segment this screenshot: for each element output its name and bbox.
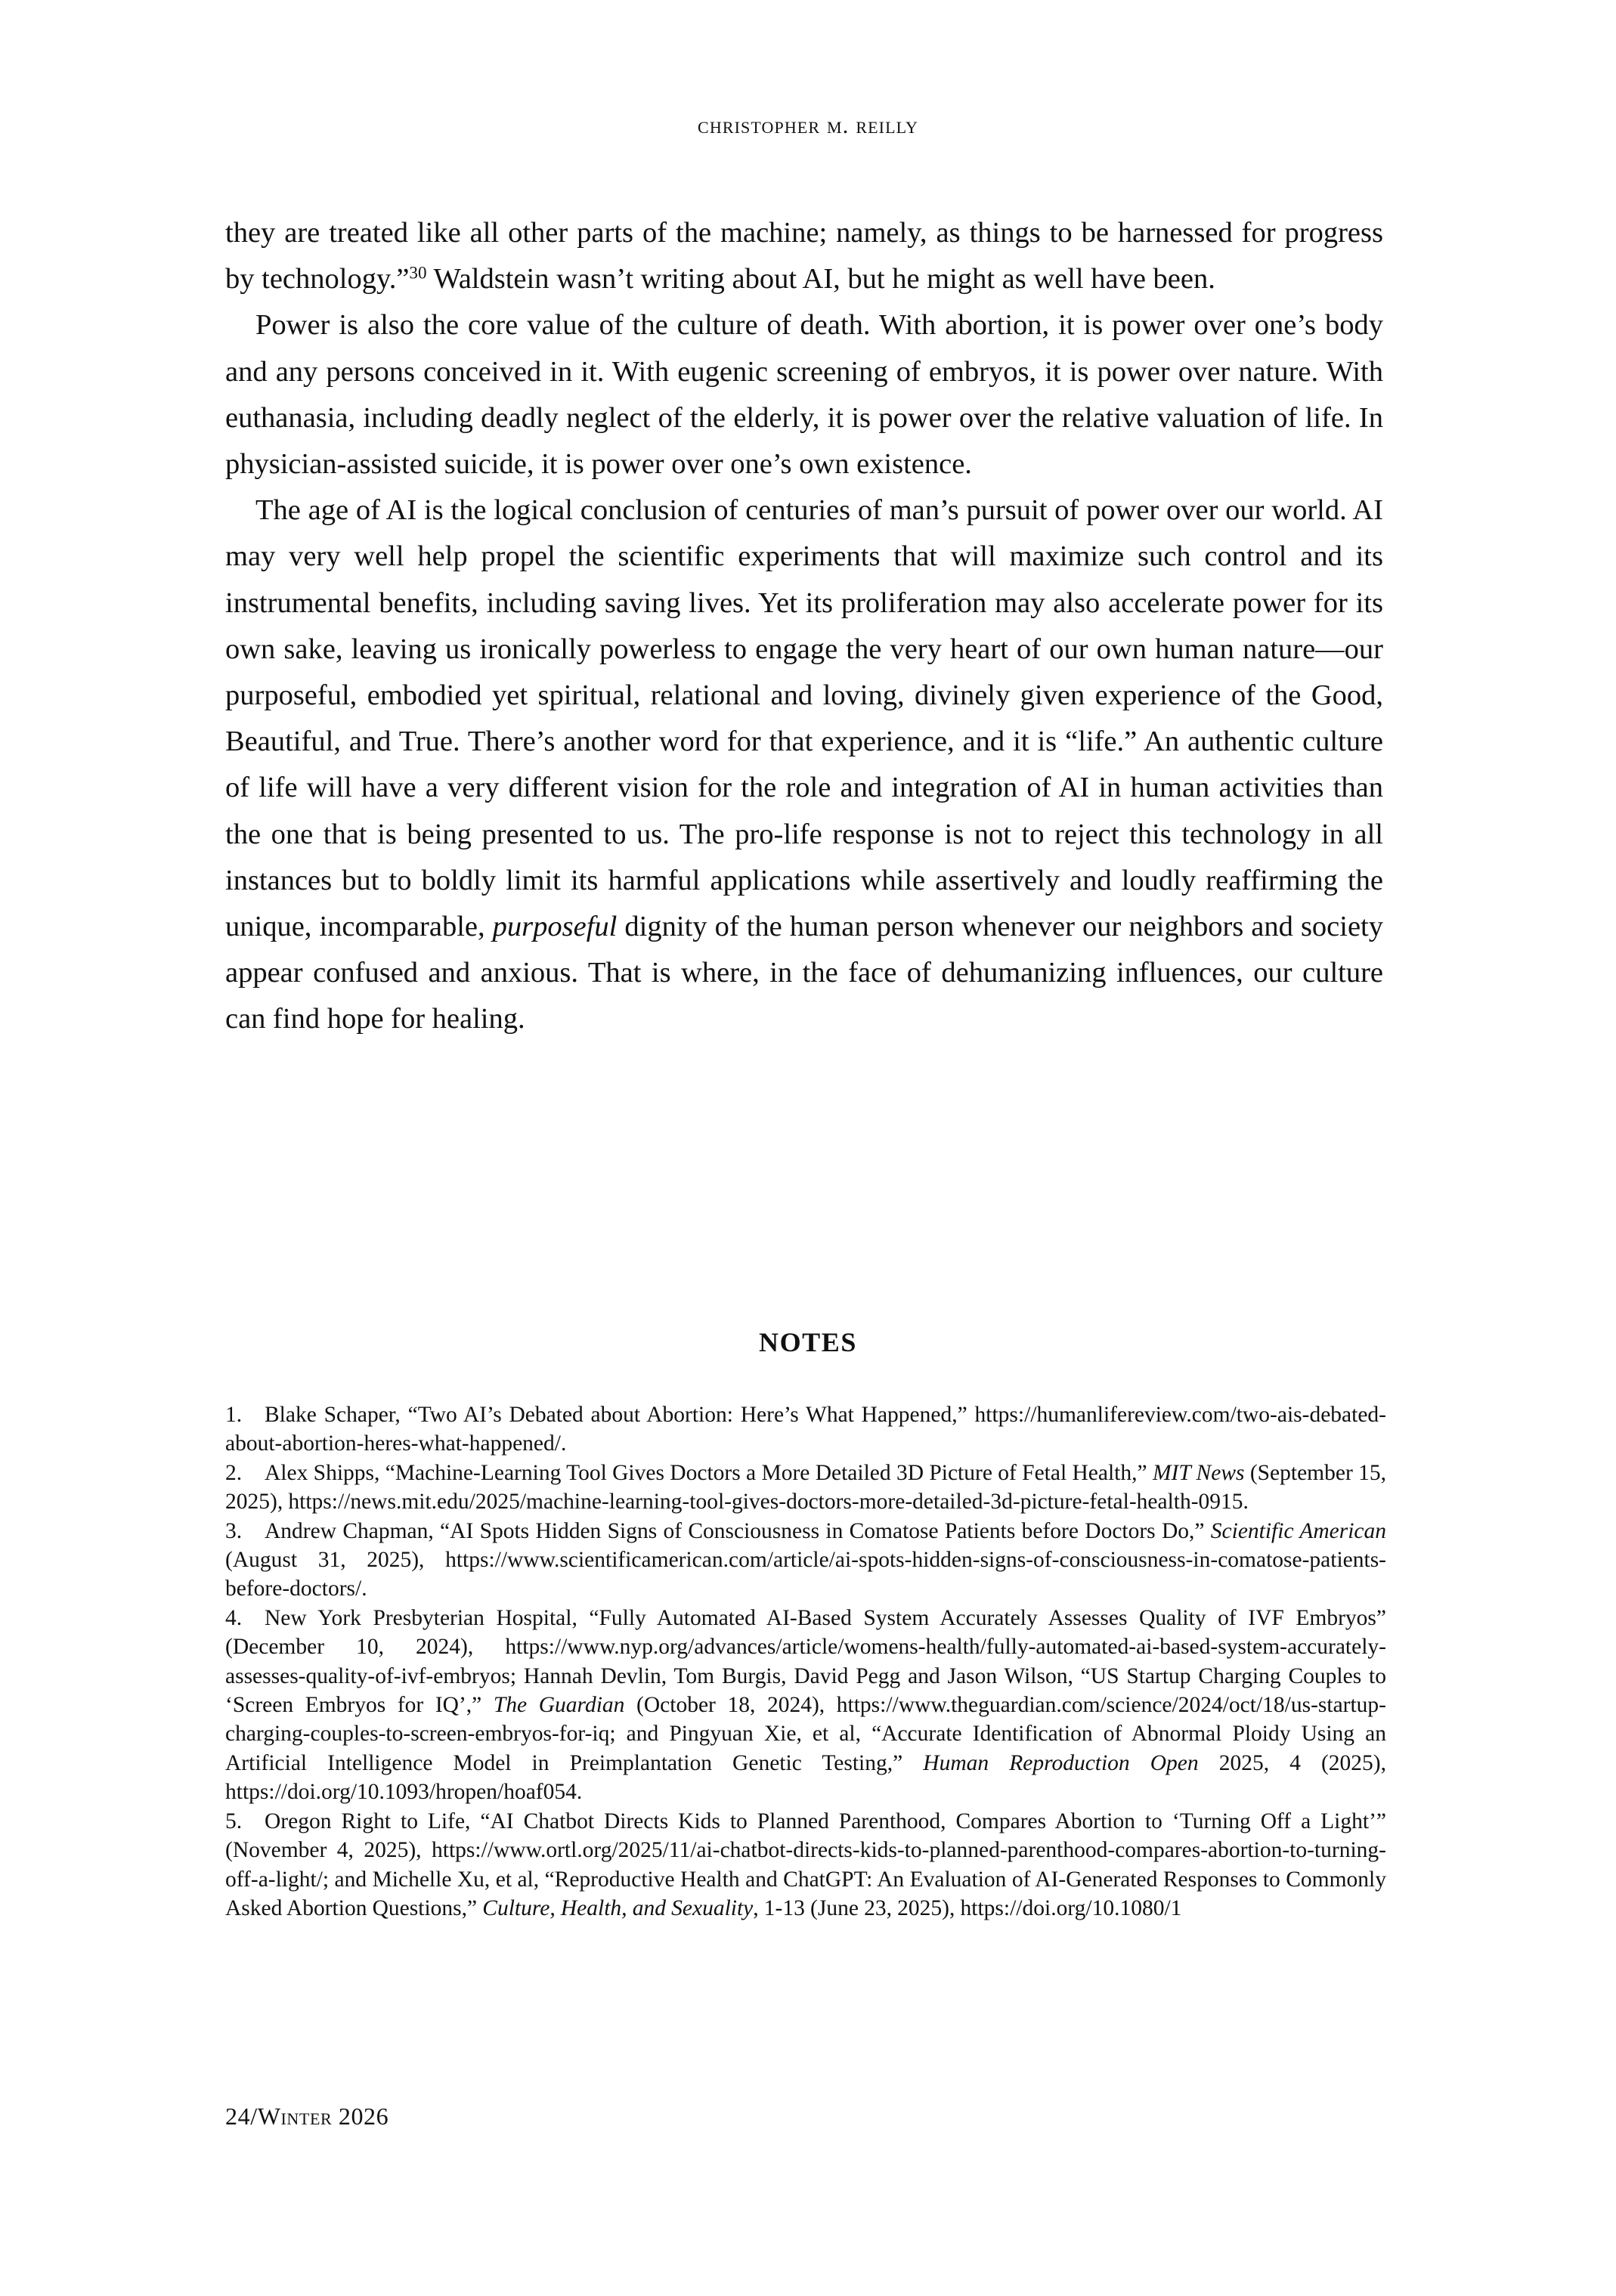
note-number: 5. xyxy=(225,1809,243,1833)
italic-title: Culture, Health, and Sexuality xyxy=(482,1895,754,1920)
note-number: 4. xyxy=(225,1605,243,1630)
body-paragraph xyxy=(225,210,1383,302)
note-item xyxy=(225,1807,1386,1923)
note-item xyxy=(225,1517,1386,1604)
text-run: New York Presbyterian Hospital, “Fully Automated AI-Based System Accurately Assesses Quality of IVF Embryos” (December 10, 2024), https://www.nyp.org/advances/article/womens-health/fully-automated-ai-based-system-accurately-assesses-quality-of-ivf-embryos; Hannah Devlin, Tom Burgis, David Pegg and Jason Wilson, “US Startup Charging Couples to ‘Screen Embryos for IQ’,” xyxy=(225,1605,1386,1718)
text-run: Blake Schaper, “Two AI’s Debated about Abortion: Here’s What Happened,” https://humanlifereview.com/two-ais-debated-about-abortion-heres-what-happened/. xyxy=(225,1403,1386,1456)
text-run: (September 15, 2025), https://news.mit.edu/2025/machine-learning-tool-gives-doctors-more-detailed-3d-picture-fetal-health-0915. xyxy=(225,1460,1387,1515)
body-text-column xyxy=(225,210,1383,1043)
footnote-marker: 30 xyxy=(409,262,427,283)
text-run: , 1-13 (June 23, 2025), https://doi.org/10.1080/1 xyxy=(753,1895,1182,1920)
note-number: 2. xyxy=(225,1460,243,1485)
italic-title: MIT News xyxy=(1152,1460,1245,1485)
text-run: they are treated like all other parts of the machine; namely, as things to be harnessed for progress by technology.” xyxy=(225,217,1383,296)
italic-title: The Guardian xyxy=(493,1693,625,1718)
text-run: Power is also the core value of the culture of death. With abortion, it is power over one’s body and any persons conceived in it. With eugenic screening of embryos, it is power over nature. With euthanasia, including deadly neglect of the elderly, it is power over the relative valuation of life. In physician-assisted suicide, it is power over one’s own existence. xyxy=(225,309,1383,481)
text-run: Alex Shipps, “Machine-Learning Tool Gives Doctors a More Detailed 3D Picture of Fetal Health,” xyxy=(265,1460,1153,1485)
italic-title: Human Reproduction Open xyxy=(923,1750,1199,1775)
italic-title: purposeful xyxy=(492,911,618,943)
notes-list xyxy=(225,1400,1386,1923)
notes-section-heading: NOTES xyxy=(758,1327,858,1357)
note-item xyxy=(225,1400,1386,1459)
body-paragraph xyxy=(225,302,1383,487)
text-run: Waldstein wasn’t writing about AI, but he might as well have been. xyxy=(426,263,1215,296)
text-run: Oregon Right to Life, “AI Chatbot Directs Kids to Planned Parenthood, Compares Abortion to ‘Turning Off a Light’” (November 4, 2025), https://www.ortl.org/2025/11/ai-chatbot-directs-kids-to-planned-parenthood-compares-abortion-to-turning-off-a-light/; and Michelle Xu, et al, “Reproductive Health and ChatGPT: An Evaluation of AI-Generated Responses to Commonly Asked Abortion Questions,” xyxy=(225,1809,1386,1920)
note-item xyxy=(225,1604,1386,1807)
text-run: Andrew Chapman, “AI Spots Hidden Signs of Consciousness in Comatose Patients before Doctors Do,” xyxy=(265,1518,1211,1543)
italic-title: Scientific American xyxy=(1210,1518,1386,1543)
text-run: dignity of the human person whenever our neighbors and society appear confused and anxious. That is where, in the face of dehumanizing influences, our culture can find hope for healing. xyxy=(225,911,1383,1035)
text-run: (October 18, 2024), https://www.theguardian.com/science/2024/oct/18/us-startup-charging-couples-to-screen-embryos-for-iq; and Pingyuan Xie, et al, “Accurate Identification of Abnormal Ploidy Using an Artificial Intelligence Model in Preimplantation Genetic Testing,” xyxy=(225,1693,1387,1775)
note-item xyxy=(225,1459,1386,1517)
page-folio: 24/Winter 2026 xyxy=(225,2103,389,2130)
text-run: The age of AI is the logical conclusion of centuries of man’s pursuit of power over our world. AI may very well help propel the scientific experiments that will maximize such control and its instrumental benefits, including saving lives. Yet its proliferation may also accelerate power for its own sake, leaving us ironically powerless to engage the very heart of our own human nature—our purposeful, embodied yet spiritual, relational and loving, divinely given experience of the Good, Beautiful, and True. There’s another word for that experience, and it is “life.” An authentic culture of life will have a very different vision for the role and integration of AI in human activities than the one that is being presented to us. The pro-life response is not to reject this technology in all instances but to boldly limit its harmful applications while assertively and loudly reaffirming the unique, incomparable, xyxy=(225,494,1383,943)
note-number: 3. xyxy=(225,1518,243,1543)
running-head: christopher m. reilly xyxy=(698,112,918,138)
body-paragraph xyxy=(225,487,1383,1042)
text-run: 2025, 4 (2025), https://doi.org/10.1093/hropen/hoaf054. xyxy=(225,1750,1386,1805)
text-run: (August 31, 2025), https://www.scientificamerican.com/article/ai-spots-hidden-signs-of-consciousness-in-comatose-patients-before-doctors/. xyxy=(225,1548,1386,1601)
note-number: 1. xyxy=(225,1403,243,1427)
